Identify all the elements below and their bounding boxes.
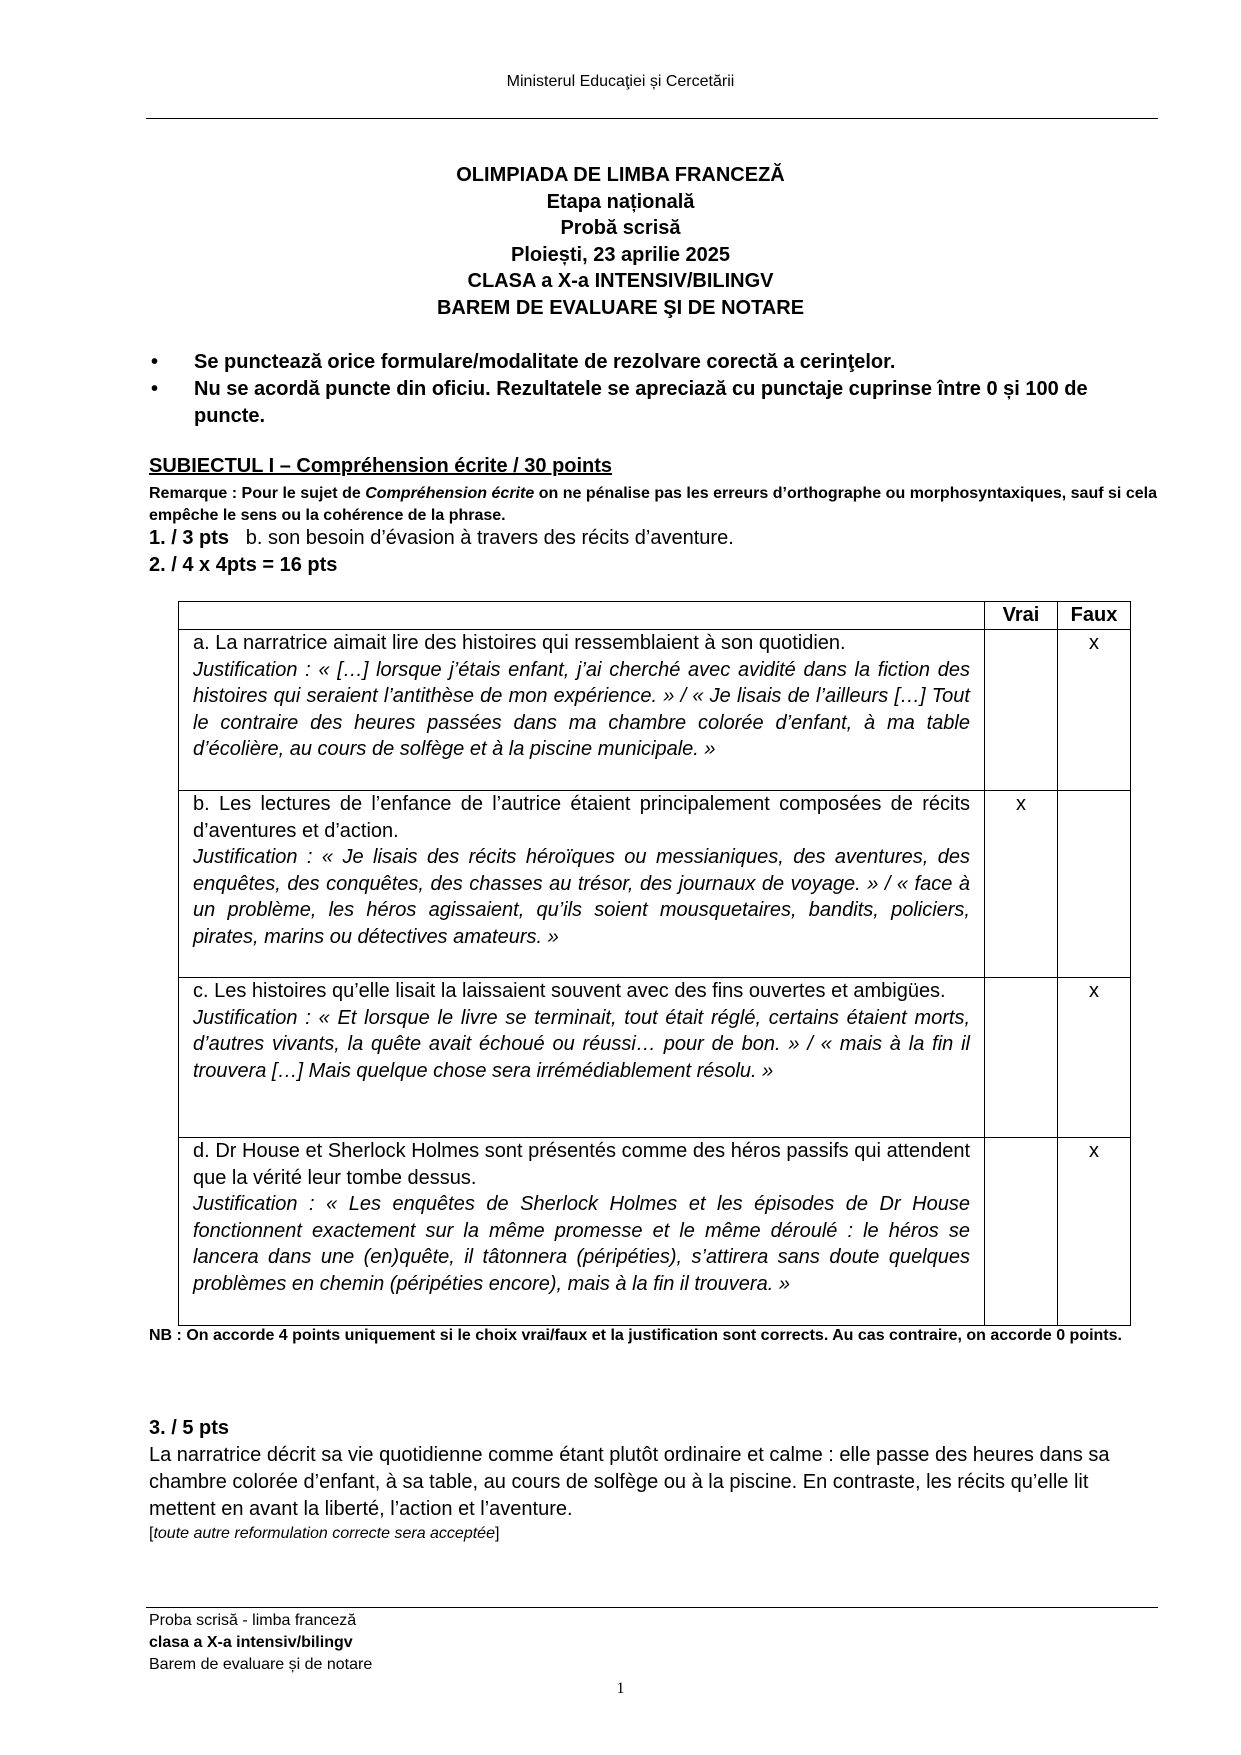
subject-heading: SUBIECTUL I – Compréhension écrite / 30 points xyxy=(149,455,613,477)
footer-line: clasa a X-a intensiv/bilingv xyxy=(149,1634,353,1651)
table-row xyxy=(179,978,1131,1138)
bullet-icon: • xyxy=(151,378,159,400)
bracket: ] xyxy=(494,1525,500,1542)
page-number: 1 xyxy=(616,1680,625,1697)
statement: a. La narratrice aimait lire des histoires qui ressemblaient à son quotidien. xyxy=(193,632,846,654)
title-line: Probă scrisă xyxy=(560,217,681,239)
statement: b. Les lectures de l’enfance de l’autrice étaient principalement composées de récits d’aventures et d’action. xyxy=(193,793,970,842)
faux-cell: x xyxy=(1058,630,1131,791)
question-3-answer: La narratrice décrit sa vie quotidienne comme étant plutôt ordinaire et calme : elle passe des heures dans sa chambre colorée d’enfant, à sa table, au cours de solfège ou à la piscine. En contraste, les récits qu’elle lit mettent en avant la liberté, l’action et l’aventure. xyxy=(149,1444,1110,1520)
justification: Justification : « Je lisais des récits héroïques ou messianiques, des aventures, des enquêtes, des conquêtes, des chasses au trésor, des journaux de voyage. » / « face à un problème, les héros agissaient, qu’ils soient mousquetaires, bandits, policiers, pirates, marins ou détectives amateurs. » xyxy=(193,846,970,948)
vrai-cell xyxy=(985,630,1058,791)
question-2-label: 2. / 4 x 4pts = 16 pts xyxy=(149,554,338,576)
instruction-item xyxy=(149,376,1157,430)
column-header-faux: Faux xyxy=(1058,602,1131,630)
title-line: Etapa națională xyxy=(546,190,695,213)
vrai-cell xyxy=(985,978,1058,1138)
header-divider xyxy=(146,118,1158,119)
faux-cell xyxy=(1058,791,1131,978)
column-header xyxy=(179,602,985,630)
remark-text: on ne pénalise pas les erreurs d’orthographe ou morphosyntaxiques, sauf si cela empêche le sens ou la cohérence de la phrase. xyxy=(149,485,1157,524)
statement-cell xyxy=(179,978,985,1138)
table-row xyxy=(179,1138,1131,1326)
note-text: toute autre reformulation correcte sera acceptée xyxy=(153,1525,495,1542)
vrai-cell xyxy=(985,1138,1058,1326)
instructions-list xyxy=(149,349,1157,430)
statement-cell xyxy=(179,791,985,978)
title-line: CLASA a X-a INTENSIV/BILINGV xyxy=(467,270,774,292)
table-row xyxy=(179,791,1131,978)
question-3-label: 3. / 5 pts xyxy=(149,1417,230,1439)
footer-line: Proba scrisă - limba franceză xyxy=(149,1612,357,1629)
question-label: 1. / 3 pts xyxy=(149,527,230,549)
document-title xyxy=(0,162,1241,321)
statement-cell xyxy=(179,630,985,791)
footer-divider xyxy=(146,1607,1158,1608)
remark-italic: Compréhension écrite xyxy=(365,485,535,502)
title-line: OLIMPIADA DE LIMBA FRANCEZĂ xyxy=(456,164,785,186)
footer-line: Barem de evaluare și de notare xyxy=(149,1656,373,1673)
instruction-text: Se punctează orice formulare/modalitate de rezolvare corectă a cerinţelor. xyxy=(194,351,896,373)
justification: Justification : « Et lorsque le livre se terminait, tout était réglé, certains étaient morts, d’autres vivants, la quête avait échoué ou réussi… pour de bon. » / « mais à la fin il trouvera […] Mais quelque chose sera irrémédiablement résolu. » xyxy=(193,1006,970,1082)
table-row xyxy=(179,630,1131,791)
justification: Justification : « […] lorsque j’étais enfant, j’ai cherché avec avidité dans la fiction des histoires qui seraient l’antithèse de mon expérience. » / « Je lisais de l’ailleurs […] Tout le contraire des heures passées dans ma chambre colorée d’enfant, à ma table d’écolière, au cours de solfège et à la piscine municipale. » xyxy=(193,658,970,760)
running-header: Ministerul Educaţiei și Cercetării xyxy=(506,73,735,90)
statement: d. Dr House et Sherlock Holmes sont présentés comme des héros passifs qui attendent que la vérité leur tombe dessus. xyxy=(193,1140,970,1189)
true-false-table xyxy=(178,601,1131,1326)
title-line: BAREM DE EVALUARE ŞI DE NOTARE xyxy=(436,296,805,319)
remark-text: Remarque : Pour le sujet de xyxy=(149,485,366,502)
nb-note: NB : On accorde 4 points uniquement si le choix vrai/faux et la justification sont corrects. Au cas contraire, on accorde 0 points. xyxy=(149,1327,1122,1344)
vrai-cell: x xyxy=(985,791,1058,978)
faux-cell: x xyxy=(1058,978,1131,1138)
bracket: [ xyxy=(149,1525,154,1542)
bullet-icon: • xyxy=(151,351,159,373)
question-1 xyxy=(149,527,734,550)
table-header-row xyxy=(179,602,1131,630)
statement-cell xyxy=(179,1138,985,1326)
question-answer: b. son besoin d’évasion à travers des récits d’aventure. xyxy=(245,527,734,549)
column-header-vrai: Vrai xyxy=(985,602,1058,630)
instruction-item xyxy=(149,349,1157,376)
faux-cell: x xyxy=(1058,1138,1131,1326)
running-footer xyxy=(149,1610,372,1676)
reformulation-note xyxy=(149,1525,499,1543)
instruction-text: Nu se acordă puncte din oficiu. Rezultatele se apreciază cu punctaje cuprinse între 0 și 100 de puncte. xyxy=(194,378,1088,427)
title-line: Ploiești, 23 aprilie 2025 xyxy=(510,243,730,266)
justification: Justification : « Les enquêtes de Sherlock Holmes et les épisodes de Dr House fonctionnent exactement sur la même promesse et le même déroulé : le héros se lancera dans une (en)quête, il tâtonnera (péripéties), s’attirera sans doute quelques problèmes en chemin (péripéties encore), mais à la fin il trouvera. » xyxy=(193,1193,970,1295)
statement: c. Les histoires qu’elle lisait la laissaient souvent avec des fins ouvertes et ambigües. xyxy=(193,980,946,1002)
remark xyxy=(149,483,1157,527)
